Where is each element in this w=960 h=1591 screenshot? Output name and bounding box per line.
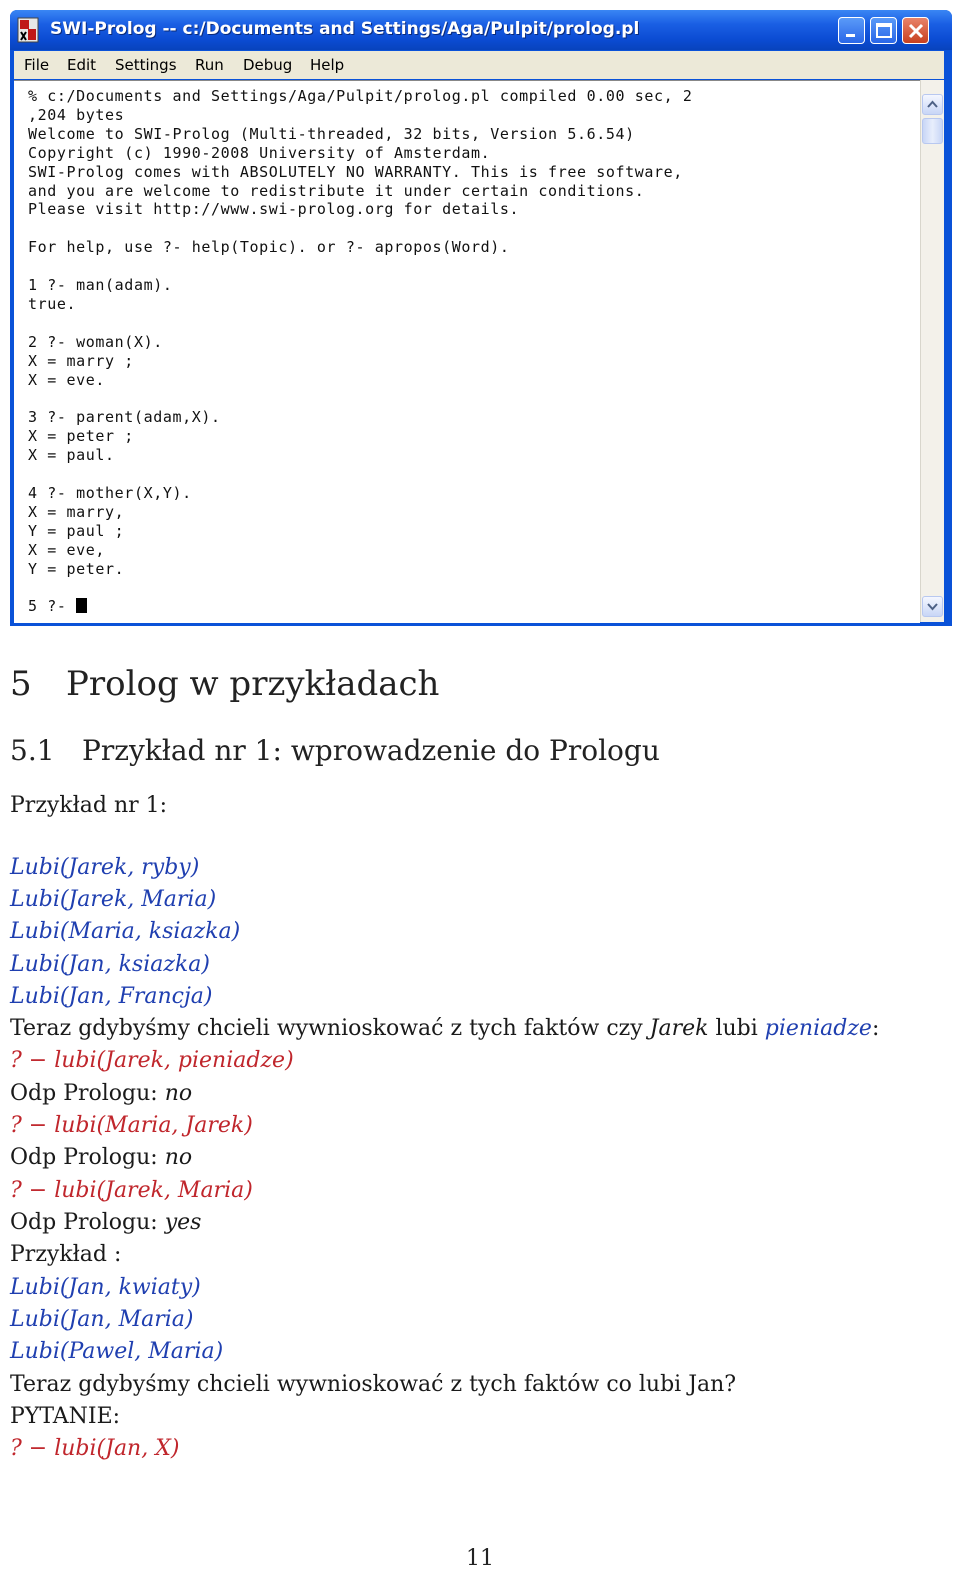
scroll-up-button[interactable] [922, 94, 943, 115]
title-bar[interactable] [10, 10, 952, 50]
answer-line [10, 1207, 201, 1239]
console-line: 1 ?- man(adam). [28, 276, 173, 295]
swi-prolog-app-icon [16, 17, 42, 43]
subsection-number: 5.1 [10, 734, 55, 767]
menu-bar [14, 51, 944, 79]
console-line: 3 ?- parent(adam,X). [28, 408, 221, 427]
console-line: X = paul. [28, 446, 115, 465]
console-line: X = marry ; [28, 351, 134, 370]
console-line: X = peter ; [28, 427, 134, 446]
scroll-thumb[interactable] [922, 118, 943, 144]
console-line: ,204 bytes [28, 105, 125, 124]
page-number: 11 [466, 1546, 494, 1571]
pytanie-label: PYTANIE: [10, 1404, 121, 1429]
answer-line [10, 1142, 192, 1174]
fact-line: Lubi(Jan, Maria) [10, 1307, 194, 1332]
question-object: pieniadze [764, 1016, 872, 1041]
section-heading [10, 664, 439, 704]
fact-line: Lubi(Jan, ksiazka) [10, 952, 210, 977]
fact-line: Lubi(Maria, ksiazka) [10, 919, 241, 944]
answer-label: Odp Prologu: [10, 1210, 165, 1235]
intro-line: Przykład nr 1: [10, 793, 168, 818]
console-line: and you are welcome to redistribute it under certain conditions. [28, 181, 645, 200]
swi-prolog-window [10, 10, 952, 626]
answer-value: no [164, 1145, 193, 1170]
question-line [10, 1013, 879, 1045]
answer-label: Odp Prologu: [10, 1081, 165, 1106]
menu-file[interactable]: File [24, 56, 50, 74]
query-line: ? − lubi(Jarek, Maria) [10, 1178, 253, 1203]
console-line [28, 579, 693, 598]
console-line: Y = paul ; [28, 521, 125, 540]
query-line: ? − lubi(Jarek, pieniadze) [10, 1048, 294, 1073]
subsection-title: Przykład nr 1: wprowadzenie do Prologu [82, 734, 660, 767]
minimize-icon [839, 18, 866, 45]
console-line: X = eve. [28, 370, 106, 389]
console-line: X = eve, [28, 540, 106, 559]
answer-label: Odp Prologu: [10, 1145, 165, 1170]
answer-value: no [164, 1081, 193, 1106]
fact-line: Lubi(Jarek, Maria) [10, 887, 217, 912]
text-cursor [76, 598, 87, 613]
menu-help[interactable]: Help [310, 56, 345, 74]
menu-run[interactable]: Run [195, 56, 224, 74]
fact-line: Lubi(Jan, Francja) [10, 984, 213, 1009]
question-line: Teraz gdybyśmy chcieli wywnioskować z tych faktów co lubi Jan? [10, 1372, 737, 1397]
answer-value: yes [164, 1210, 202, 1235]
question-text: Teraz gdybyśmy chcieli wywnioskować z tych faktów czy [10, 1016, 650, 1041]
console-line: 2 ?- woman(X). [28, 332, 163, 351]
console-line: true. [28, 294, 77, 313]
console-line: Welcome to SWI-Prolog (Multi-threaded, 32 bits, Version 5.6.54) [28, 124, 635, 143]
answer-line [10, 1078, 192, 1110]
console-line: X = marry, [28, 502, 125, 521]
query-line: ? − lubi(Maria, Jarek) [10, 1113, 253, 1138]
console-line: Copyright (c) 1990-2008 University of Amsterdam. [28, 143, 491, 162]
section-number: 5 [10, 664, 32, 704]
maximize-button[interactable] [870, 17, 897, 44]
console-line [28, 219, 693, 238]
question-colon: : [871, 1016, 880, 1041]
menu-edit[interactable]: Edit [67, 56, 97, 74]
query-line: ? − lubi(Jan, X) [10, 1436, 180, 1461]
console-line: For help, use ?- help(Topic). or ?- apropos(Word). [28, 238, 510, 257]
console-line [28, 257, 693, 276]
menu-debug[interactable]: Debug [243, 56, 293, 74]
fact-line: Lubi(Pawel, Maria) [10, 1339, 224, 1364]
section-title: Prolog w przykładach [66, 664, 440, 704]
console-output[interactable] [14, 80, 920, 623]
maximize-icon [871, 18, 898, 45]
fact-line: Lubi(Jan, kwiaty) [10, 1275, 201, 1300]
console-line: % c:/Documents and Settings/Aga/Pulpit/prolog.pl compiled 0.00 sec, 2 [28, 87, 693, 105]
console-line: Y = peter. [28, 559, 125, 578]
console-line: 4 ?- mother(X,Y). [28, 484, 192, 503]
console-line [28, 465, 693, 484]
vertical-scrollbar[interactable] [920, 80, 944, 622]
menu-settings[interactable]: Settings [115, 56, 177, 74]
minimize-button[interactable] [838, 17, 865, 44]
question-subject: Jarek [649, 1016, 709, 1041]
chevron-up-icon [923, 95, 942, 114]
chevron-down-icon [923, 597, 942, 616]
console-line: 5 ?- [28, 597, 693, 616]
fact-line: Lubi(Jarek, ryby) [10, 855, 200, 880]
console-line: SWI-Prolog comes with ABSOLUTELY NO WARRANTY. This is free software, [28, 162, 683, 181]
subsection-heading [10, 734, 660, 767]
console-line [28, 314, 693, 333]
window-title: SWI-Prolog -- c:/Documents and Settings/Aga/Pulpit/prolog.pl [50, 19, 640, 39]
intro-line: Przykład : [10, 1242, 122, 1267]
scroll-down-button[interactable] [922, 596, 943, 617]
question-text: lubi [708, 1016, 765, 1041]
close-button[interactable] [902, 17, 929, 44]
close-icon [903, 18, 930, 45]
console-line [28, 390, 693, 409]
console-text [28, 87, 693, 616]
console-line: Please visit http://www.swi-prolog.org for details. [28, 200, 520, 219]
